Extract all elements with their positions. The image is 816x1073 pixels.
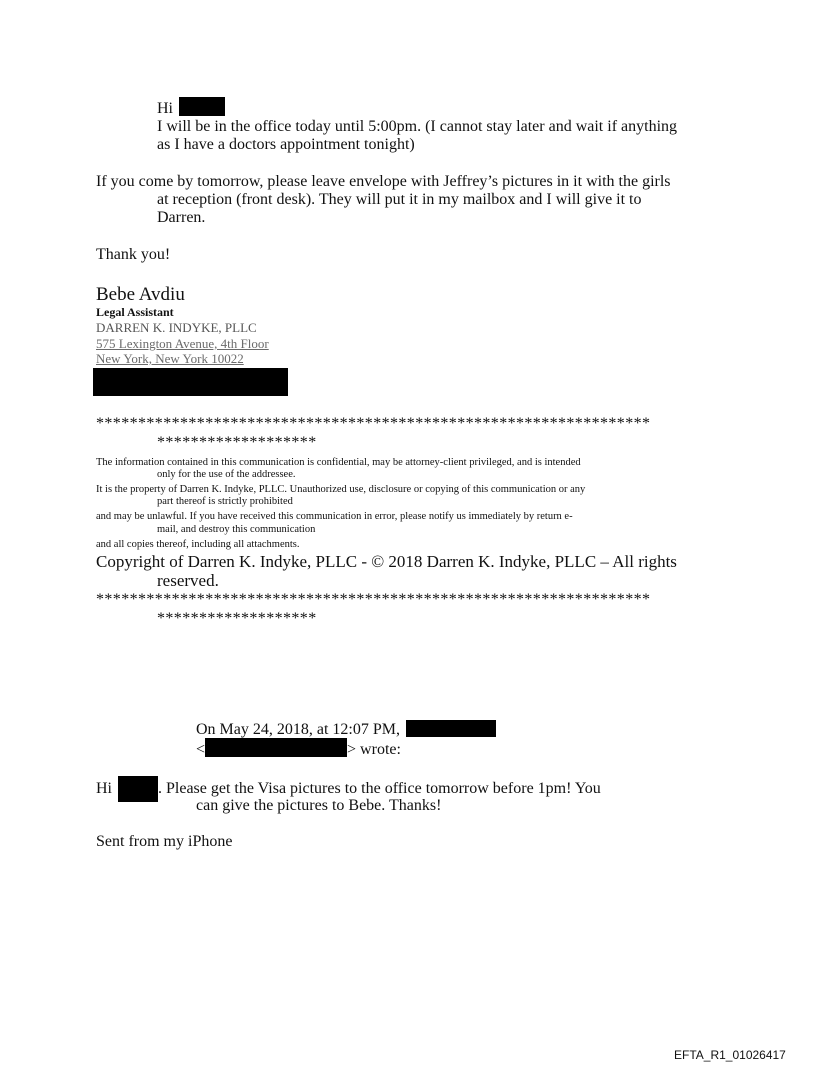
- reply-para2-line-2: at reception (front desk). They will put it in my mailbox and I will give it to: [157, 191, 642, 208]
- disclaimer-line-6: mail, and destroy this communication: [157, 524, 316, 535]
- disclaimer-line-1: The information contained in this communication is confidential, may be attorney-client privileged, and is intended: [96, 457, 581, 468]
- reply-thanks: Thank you!: [96, 246, 171, 263]
- signature-address-line-1[interactable]: 575 Lexington Avenue, 4th Floor: [96, 336, 269, 351]
- quoted-header-line-1: [196, 720, 496, 739]
- quoted-body-text-1: . Please get the Visa pictures to the office tomorrow before 1pm! You: [158, 780, 601, 797]
- separator-stars: ******************************************************************: [96, 415, 651, 432]
- disclaimer-line-3: It is the property of Darren K. Indyke, PLLC. Unauthorized use, disclosure or copying of this communication or any: [96, 484, 586, 495]
- quoted-greeting: Hi: [96, 780, 112, 797]
- reply-line-2: as I have a doctors appointment tonight): [157, 136, 415, 153]
- signature-name: Bebe Avdiu: [96, 284, 185, 305]
- redacted-block: [205, 738, 347, 757]
- redacted-block: [118, 776, 158, 802]
- redacted-block: [93, 368, 288, 396]
- signature-address-line-2[interactable]: New York, New York 10022: [96, 351, 244, 366]
- separator-stars: *******************: [157, 434, 317, 451]
- separator-stars: ******************************************************************: [96, 591, 651, 608]
- disclaimer-line-5: and may be unlawful. If you have received this communication in error, please notify us immediately by return e-: [96, 511, 573, 522]
- quoted-header-open: <: [196, 741, 206, 758]
- quoted-header-close: > wrote:: [347, 741, 401, 758]
- signature-title: Legal Assistant: [96, 305, 174, 319]
- copyright-line-1: Copyright of Darren K. Indyke, PLLC - © 2018 Darren K. Indyke, PLLC – All rights: [96, 552, 677, 571]
- signature-firm: DARREN K. INDYKE, PLLC: [96, 320, 257, 335]
- reply-greeting: Hi: [157, 100, 173, 117]
- reply-greeting-line: [157, 97, 225, 118]
- redacted-block: [406, 720, 496, 737]
- redacted-block: [179, 97, 225, 116]
- quoted-sent-from: Sent from my iPhone: [96, 833, 233, 850]
- disclaimer-line-7: and all copies thereof, including all attachments.: [96, 539, 300, 550]
- document-id: EFTA_R1_01026417: [674, 1048, 786, 1062]
- reply-para2-line-1: If you come by tomorrow, please leave envelope with Jeffrey’s pictures in it with the girls: [96, 173, 671, 190]
- quoted-header-date: On May 24, 2018, at 12:07 PM,: [196, 721, 400, 738]
- disclaimer-line-4: part thereof is strictly prohibited: [157, 496, 293, 507]
- separator-stars: *******************: [157, 610, 317, 627]
- quoted-header-line-2: [196, 738, 401, 759]
- copyright-line-2: reserved.: [157, 571, 219, 590]
- reply-line-1: I will be in the office today until 5:00pm. (I cannot stay later and wait if anything: [157, 118, 678, 135]
- reply-para2-line-3: Darren.: [157, 209, 206, 226]
- disclaimer-line-2: only for the use of the addressee.: [157, 469, 296, 480]
- quoted-body-line-2: can give the pictures to Bebe. Thanks!: [196, 797, 442, 814]
